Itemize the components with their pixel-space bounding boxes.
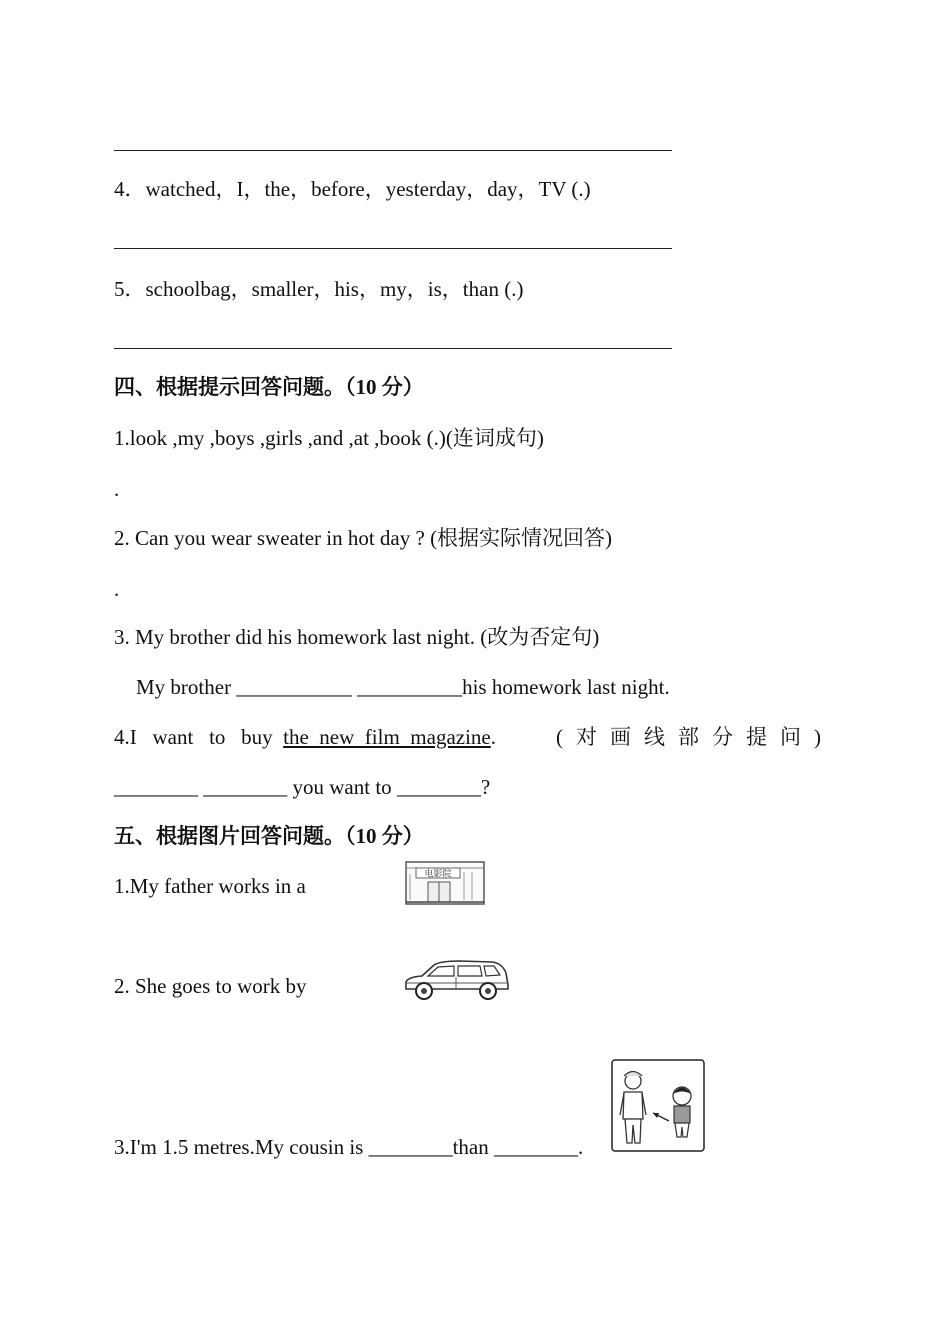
section-4-heading: 四、根据提示回答问题。（10 分） [114,375,424,399]
question-3-5: 5．schoolbag，smaller，his，my，is，than (.) [114,277,524,301]
answer-dot-2: . [114,577,120,601]
answer-line-5 [114,348,672,349]
question-5-2: 2. She goes to work by [114,974,307,998]
question-4-4-period: . [490,725,496,749]
car-icon [400,955,514,1005]
question-4-4 [114,724,496,750]
cinema-icon [402,858,488,908]
question-4-1: 1.look ,my ,boys ,girls ,and ,at ,book (.)(连词成句) [114,426,544,450]
question-5-1: 1.My father works in a [114,874,306,898]
height-comparison-icon [611,1059,705,1152]
section-5-heading: 五、根据图片回答问题。（10 分） [114,824,424,848]
question-4-4-prefix: 4.I want to buy [114,725,284,749]
question-3-4: 4．watched，I，the，before，yesterday，day，TV (.) [114,177,591,201]
question-4-4-answer: ________ ________ you want to ________? [114,775,491,799]
answer-dot-1: . [114,477,120,501]
answer-line-3 [114,150,672,151]
underlined-phrase: the new film magazine [283,725,491,749]
cinema-sign: 电影院 [424,869,452,880]
question-4-3-answer: My brother ___________ __________his homework last night. [136,675,670,699]
question-4-4-hint: (对画线部分提问) [556,725,834,749]
answer-line-4 [114,248,672,249]
question-5-3: 3.I'm 1.5 metres.My cousin is ________than ________. [114,1135,584,1159]
question-4-3: 3. My brother did his homework last night. (改为否定句) [114,625,600,649]
question-4-2: 2. Can you wear sweater in hot day ? (根据实际情况回答) [114,526,613,550]
